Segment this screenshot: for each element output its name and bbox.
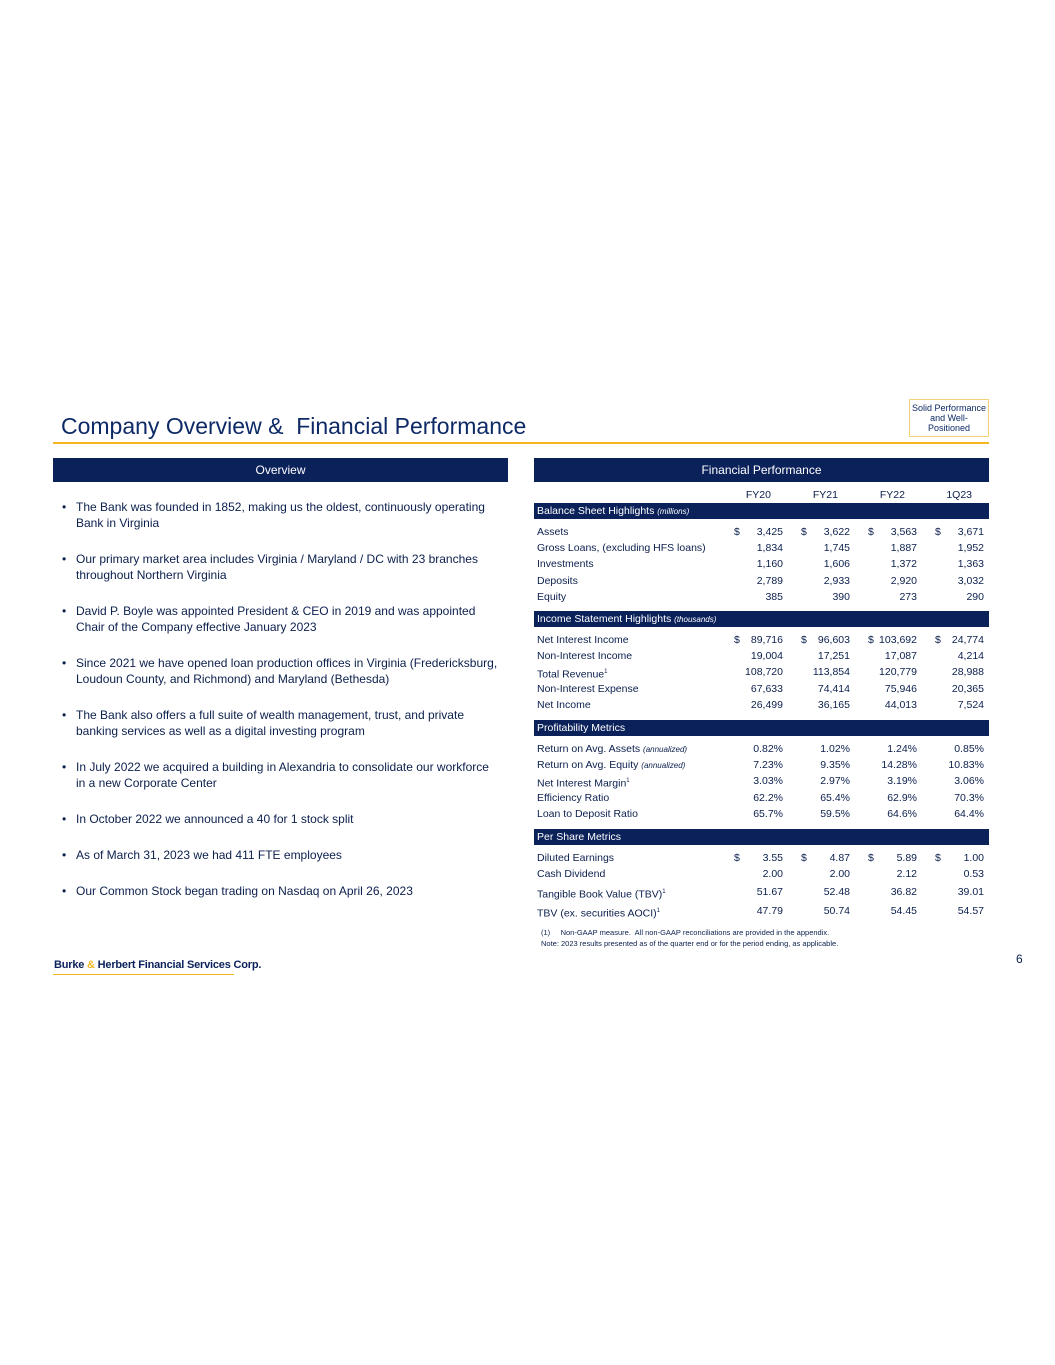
row-label-text: TBV (ex. securities AOCI) xyxy=(537,907,657,920)
row-label-text: Total Revenue xyxy=(537,668,605,681)
table-cell: 3.06% xyxy=(954,775,984,788)
table-cell: 65.4% xyxy=(820,791,850,804)
overview-bullet: • In October 2022 we announced a 40 for 1 stock split xyxy=(60,811,500,827)
row-label xyxy=(537,850,614,866)
row-label xyxy=(537,556,594,572)
table-cell: 26,499 xyxy=(750,698,783,711)
footnote-marker: 1 xyxy=(604,669,608,676)
table-cell: 1,952 xyxy=(957,542,984,555)
table-cell: 3.55 xyxy=(762,852,783,864)
logo-text: Herbert Financial Services Corp. xyxy=(94,959,262,971)
section-title: Income Statement Highlights xyxy=(537,613,672,625)
overview-bullet-list xyxy=(60,499,500,919)
table-cell: 14.28% xyxy=(881,759,917,772)
column-header: FY22 xyxy=(879,489,905,501)
table-cell: 20,365 xyxy=(951,682,984,695)
logo-ampersand: & xyxy=(87,959,95,971)
currency-symbol: $ xyxy=(734,634,740,646)
table-row xyxy=(534,589,989,605)
footnote-marker: 1 xyxy=(626,778,630,785)
table-cell: 64.6% xyxy=(887,807,917,820)
currency-symbol: $ xyxy=(935,852,941,864)
table-row xyxy=(534,524,989,540)
table-cell: 108,720 xyxy=(745,666,783,679)
table-cell: 36,165 xyxy=(817,698,850,711)
table-cell: 62.9% xyxy=(887,791,917,804)
footnote-marker: 1 xyxy=(662,889,666,896)
table-cell: 113,854 xyxy=(812,666,850,679)
table-cell: 273 xyxy=(899,590,917,603)
section-title: Balance Sheet Highlights xyxy=(537,505,655,517)
table-cell: 65.7% xyxy=(753,807,783,820)
row-label-text: Non-Interest Expense xyxy=(537,682,639,695)
title-divider xyxy=(53,442,989,444)
table-cell: 3,622 xyxy=(823,526,850,538)
logo-underline xyxy=(53,974,234,975)
row-label xyxy=(537,741,687,758)
table-cell: 3.03% xyxy=(753,775,783,788)
row-label-text: Net Interest Margin xyxy=(537,777,627,790)
table-row xyxy=(534,903,989,919)
table-cell: 3,032 xyxy=(957,574,984,587)
row-label-text: Diluted Earnings xyxy=(537,852,615,864)
table-cell: 290 xyxy=(966,590,984,603)
table-cell: 1,606 xyxy=(823,558,850,571)
row-label xyxy=(537,806,638,822)
table-cell: 1,363 xyxy=(957,558,984,571)
page-number: 6 xyxy=(1016,952,1023,966)
currency-symbol: $ xyxy=(801,852,807,864)
table-cell: 47.79 xyxy=(756,904,783,917)
footnote-marker: 1 xyxy=(656,907,660,914)
currency-symbol: $ xyxy=(801,634,807,646)
table-row xyxy=(534,632,989,648)
table-cell: 3,425 xyxy=(756,526,783,538)
table-cell: 1,372 xyxy=(890,558,917,571)
table-cell: 64.4% xyxy=(954,807,984,820)
row-label-text: Return on Avg. Assets xyxy=(537,743,641,755)
row-label-text: Assets xyxy=(537,526,569,538)
table-cell: 67,633 xyxy=(750,682,783,695)
overview-bullet: • Our Common Stock began trading on Nasdaq on April 26, 2023 xyxy=(60,883,500,899)
table-row xyxy=(534,556,989,572)
footnote: (1) Non-GAAP measure. All non-GAAP reconciliations are provided in the appendix. xyxy=(541,928,830,937)
table-cell: 17,251 xyxy=(817,650,850,663)
currency-symbol: $ xyxy=(868,852,874,864)
currency-symbol: $ xyxy=(868,526,874,538)
row-label-text: Loan to Deposit Ratio xyxy=(537,807,638,820)
row-label xyxy=(537,632,629,648)
currency-symbol: $ xyxy=(734,526,740,538)
column-header: FY21 xyxy=(812,489,838,501)
table-row xyxy=(534,773,989,789)
table-cell: 96,603 xyxy=(817,634,850,646)
table-cell: 51.67 xyxy=(756,886,783,899)
overview-header: Overview xyxy=(53,458,508,482)
overview-bullet: • Our primary market area includes Virginia / Maryland / DC with 23 branches throughout Northern Virginia xyxy=(60,551,500,583)
table-cell: 1.24% xyxy=(887,743,917,755)
company-logo xyxy=(54,959,261,971)
section-unit: (thousands) xyxy=(674,615,717,624)
table-row xyxy=(534,681,989,697)
section-header xyxy=(534,720,989,736)
table-row xyxy=(534,884,989,900)
overview-bullet: • The Bank was founded in 1852, making us the oldest, continuously operating Bank in Virginia xyxy=(60,499,500,531)
section-title: Profitability Metrics xyxy=(537,722,626,734)
page-title: Company Overview & Financial Performance xyxy=(61,413,527,439)
table-cell: 1,834 xyxy=(756,542,783,555)
overview-bullet: • Since 2021 we have opened loan production offices in Virginia (Fredericksburg, Loudoun County, and Richmond) and Maryland (Bethesda) xyxy=(60,655,500,687)
row-note: (annualized) xyxy=(643,745,688,754)
row-label xyxy=(537,524,569,540)
table-cell: 4.87 xyxy=(829,852,850,864)
row-label-text: Cash Dividend xyxy=(537,868,606,881)
table-cell: 1.00 xyxy=(963,852,984,864)
table-cell: 24,774 xyxy=(951,634,984,646)
table-cell: 3,671 xyxy=(957,526,984,538)
row-label xyxy=(537,589,566,605)
table-cell: 36.82 xyxy=(890,886,917,899)
table-cell: 7.23% xyxy=(753,759,783,772)
row-label xyxy=(537,681,639,697)
row-label-text: Non-Interest Income xyxy=(537,650,633,663)
table-cell: 4,214 xyxy=(957,650,984,663)
row-label-text: Return on Avg. Equity xyxy=(537,759,639,772)
table-cell: 9.35% xyxy=(820,759,850,772)
table-row xyxy=(534,741,989,757)
table-cell: 2.00 xyxy=(829,868,850,881)
currency-symbol: $ xyxy=(801,526,807,538)
row-label-text: Investments xyxy=(537,558,594,571)
row-label xyxy=(537,866,605,882)
table-cell: 2.00 xyxy=(762,868,783,881)
table-cell: 54.45 xyxy=(890,904,917,917)
table-cell: 5.89 xyxy=(896,852,917,864)
table-cell: 2,920 xyxy=(890,574,917,587)
table-row xyxy=(534,850,989,866)
table-cell: 17,087 xyxy=(884,650,917,663)
row-label xyxy=(537,697,591,713)
table-cell: 120,779 xyxy=(879,666,917,679)
table-cell: 385 xyxy=(765,590,783,603)
logo-text: Burke xyxy=(54,959,88,971)
table-cell: 2,933 xyxy=(823,574,850,587)
section-unit: (millions) xyxy=(657,507,690,516)
table-row xyxy=(534,806,989,822)
overview-bullet: • The Bank also offers a full suite of wealth management, trust, and private banking services as well as a digital investing program xyxy=(60,707,500,739)
table-cell: 89,716 xyxy=(750,634,783,646)
callout-badge xyxy=(909,399,989,437)
table-cell: 70.3% xyxy=(954,791,984,804)
row-label xyxy=(537,757,685,774)
table-cell: 7,524 xyxy=(957,698,984,711)
table-cell: 103,692 xyxy=(879,634,917,646)
row-label xyxy=(537,648,632,664)
table-cell: 74,414 xyxy=(817,682,850,695)
table-row xyxy=(534,790,989,806)
table-cell: 0.53 xyxy=(963,868,984,881)
currency-symbol: $ xyxy=(868,634,874,646)
row-label xyxy=(537,903,660,922)
table-cell: 10.83% xyxy=(948,759,984,772)
table-cell: 50.74 xyxy=(823,904,850,917)
table-cell: 0.82% xyxy=(753,743,783,755)
table-cell: 1,160 xyxy=(756,558,783,571)
section-header xyxy=(534,503,989,519)
table-cell: 59.5% xyxy=(820,807,850,820)
table-cell: 2.97% xyxy=(820,775,850,788)
table-cell: 75,946 xyxy=(884,682,917,695)
currency-symbol: $ xyxy=(734,852,740,864)
row-label xyxy=(537,790,609,806)
table-row xyxy=(534,573,989,589)
badge-line: Positioned xyxy=(927,423,971,433)
table-cell: 2.12 xyxy=(896,868,917,881)
table-cell: 2,789 xyxy=(756,574,783,587)
badge-line: Solid Performance xyxy=(911,403,987,413)
table-cell: 28,988 xyxy=(951,666,984,679)
table-cell: 44,013 xyxy=(884,698,917,711)
badge-line: and Well- xyxy=(930,413,968,423)
table-row xyxy=(534,540,989,556)
row-label xyxy=(537,540,706,556)
table-cell: 1,887 xyxy=(890,542,917,555)
currency-symbol: $ xyxy=(935,634,941,646)
table-cell: 39.01 xyxy=(957,886,984,899)
table-cell: 390 xyxy=(832,590,850,603)
financial-performance-header: Financial Performance xyxy=(534,458,989,482)
row-label-text: Net Interest Income xyxy=(537,634,629,646)
table-cell: 1.02% xyxy=(820,743,850,755)
row-note: (annualized) xyxy=(641,761,686,771)
table-cell: 3,563 xyxy=(890,526,917,538)
table-cell: 3.19% xyxy=(887,775,917,788)
row-label xyxy=(537,573,578,589)
row-label-text: Net Income xyxy=(537,698,591,711)
row-label-text: Equity xyxy=(537,590,567,603)
overview-bullet: • In July 2022 we acquired a building in Alexandria to consolidate our workforce in a new Corporate Center xyxy=(60,759,500,791)
table-cell: 54.57 xyxy=(957,904,984,917)
footnote: Note: 2023 results presented as of the quarter end or for the period ending, as applicable. xyxy=(541,939,839,948)
overview-bullet: • As of March 31, 2023 we had 411 FTE employees xyxy=(60,847,500,863)
table-cell: 19,004 xyxy=(750,650,783,663)
column-header: FY20 xyxy=(745,489,771,501)
section-header xyxy=(534,611,989,627)
row-label xyxy=(537,884,666,903)
section-header xyxy=(534,829,989,845)
table-row xyxy=(534,664,989,680)
table-row xyxy=(534,648,989,664)
table-cell: 52.48 xyxy=(823,886,850,899)
table-row xyxy=(534,866,989,882)
row-label-text: Gross Loans, (excluding HFS loans) xyxy=(537,542,706,555)
row-label-text: Deposits xyxy=(537,574,578,587)
currency-symbol: $ xyxy=(935,526,941,538)
table-row xyxy=(534,757,989,773)
row-label-text: Efficiency Ratio xyxy=(537,791,610,804)
table-cell: 62.2% xyxy=(753,791,783,804)
section-title: Per Share Metrics xyxy=(537,831,622,843)
table-row xyxy=(534,697,989,713)
table-cell: 1,745 xyxy=(823,542,850,555)
row-label-text: Tangible Book Value (TBV) xyxy=(537,888,663,901)
column-header: 1Q23 xyxy=(946,489,972,501)
table-cell: 0.85% xyxy=(954,743,984,755)
overview-bullet: • David P. Boyle was appointed President & CEO in 2019 and was appointed Chair of the Company effective January 2023 xyxy=(60,603,500,635)
